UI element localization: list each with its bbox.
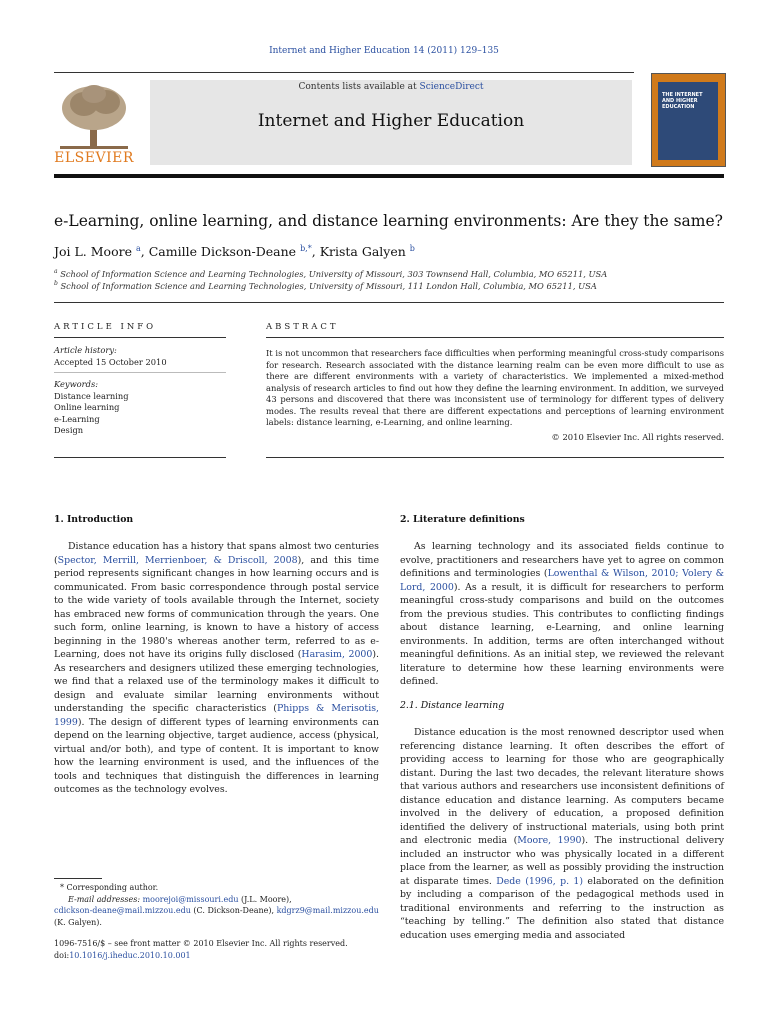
intro-text: ), and this time period represents significant changes in how learning occurs and is communicated. From basic correspondence through postal service to the wide variety of tools available through the Internet, society has embraced new forms of communication through the years. One such form, online learning, is known to have a history of access beginning in the 1980's whereas another term, referred to as e-Learning, does not have its origins fully disclosed ( <box>54 554 379 660</box>
article-info-label: ARTICLE INFO <box>54 322 157 332</box>
affiliation-sup: a <box>54 268 58 275</box>
journal-citation-link[interactable]: Internet and Higher Education 14 (2011) 129–135 <box>269 46 499 56</box>
affiliation-text: School of Information Science and Learning Technologies, University of Missouri, 303 Townsend Hall, Columbia, MO 65211, USA <box>60 268 608 279</box>
literature-paragraph <box>400 540 724 689</box>
author-name: Krista Galyen <box>319 244 406 260</box>
affiliation <box>54 280 744 291</box>
footnote-rule <box>54 878 102 879</box>
affiliation <box>54 268 744 279</box>
email-line <box>54 905 379 917</box>
keyword-item: Design <box>54 425 84 435</box>
article-info-rule <box>54 337 226 338</box>
elsevier-logo <box>54 80 134 166</box>
author-affil-sup[interactable]: b <box>409 244 415 253</box>
contents-line <box>150 82 632 92</box>
keyword-item: Online learning <box>54 402 120 412</box>
abstract-copyright: © 2010 Elsevier Inc. All rights reserved. <box>551 432 724 442</box>
affiliation-text: School of Information Science and Learning Technologies, University of Missouri, 111 London Hall, Columbia, MO 65211, USA <box>60 280 597 291</box>
journal-name: Internet and Higher Education <box>257 111 525 131</box>
doi-line <box>54 950 379 962</box>
citation-link[interactable]: Harasim, 2000 <box>301 649 373 660</box>
subsection-heading-distance-learning: 2.1. Distance learning <box>400 700 505 711</box>
header-bottom-rule <box>54 174 724 178</box>
lit-text: ). The instructional delivery included an instructor who was physically located in a different place from the learner, as well as possibly providing the instruction at disparate times. <box>400 835 724 887</box>
contents-prefix: Contents lists available at <box>298 82 420 92</box>
author-name: Camille Dickson-Deane <box>148 244 297 260</box>
distance-learning-paragraph <box>400 726 724 942</box>
intro-paragraph <box>54 540 379 797</box>
abstract-label: ABSTRACT <box>266 322 339 332</box>
history-label: Article history: <box>54 345 117 355</box>
email-link[interactable]: kdgrz9@mail.mizzou.edu <box>276 906 379 915</box>
abstract-text: It is not uncommon that researchers face difficulties when performing meaningful cross-study comparisons for research. Research associated with the distance learning realm can be even more difficult to use as there are different environments with a variety of characteristics. We implemented a mixed-method analysis of research articles to find out how they define the learning environment. In addition, we surveyed 43 persons and discovered that there was inconsistent use of terminology for different types of delivery modes. The results reveal that there are different expectations and perceptions of learning environment labels: distance learning, e-Learning, and online learning. <box>266 348 724 427</box>
citation-link[interactable]: Phipps & Merisotis, 1999 <box>54 703 379 728</box>
intro-text: Distance education has a history that spans almost two centuries ( <box>54 541 379 566</box>
email-label: E-mail addresses: <box>68 894 143 904</box>
header-top-rule <box>54 72 634 73</box>
article-info-bottom-rule <box>54 457 226 458</box>
keyword-item: Distance learning <box>54 390 129 401</box>
author-affil-sup[interactable]: b,* <box>300 244 312 253</box>
article-history <box>54 345 226 368</box>
abstract-bottom-rule <box>266 457 724 458</box>
keyword-item: e-Learning <box>54 413 100 424</box>
journal-cover-image <box>651 73 726 167</box>
corresponding-author-note: * Corresponding author. <box>60 883 159 892</box>
email-owner: (K. Galyen). <box>54 917 102 927</box>
citation-link[interactable]: Lowenthal & Wilson, 2010; Volery & Lord, 2000 <box>400 568 724 593</box>
abstract-rule <box>266 337 724 338</box>
publisher-name: ELSEVIER <box>54 150 134 166</box>
history-value: Accepted 15 October 2010 <box>54 356 167 367</box>
lit-text: Distance education is the most renowned descriptor used when referencing distance learning. It often describes the effort of providing access to learning for those who are geographically distant. During the last two decades, the relevant literature shows that various authors and researchers use inconsistent definitions of distance education and distance learning. As computers became involved in the delivery of education, a proposed definition identified the delivery of instructional materials, using both print and electronic media ( <box>400 727 724 846</box>
email-link[interactable]: cdickson-deane@mail.mizzou.edu <box>54 906 191 915</box>
sciencedirect-link[interactable]: ScienceDirect <box>419 82 484 92</box>
doi-link[interactable]: 10.1016/j.iheduc.2010.10.001 <box>69 950 191 960</box>
affiliation-sup: b <box>54 280 58 287</box>
email-line <box>54 894 379 906</box>
intro-text: ). The design of different types of learning environments can depend on the learning objective, target audience, access (physical, virtual and/or both), and type of content. It is important to know how the learning environment is used, and the influences of the tools and techniques that distinguish the differences in learning outcomes as the technology evolves. <box>54 716 379 795</box>
email-owner: (J.L. Moore), <box>238 894 292 904</box>
author-affil-sup[interactable]: a <box>135 244 141 253</box>
title-block-rule <box>54 302 724 303</box>
article-title: e-Learning, online learning, and distance learning environments: Are they the same? <box>54 212 723 230</box>
author-name: Joi L. Moore <box>54 244 132 260</box>
citation-link[interactable]: Moore, 1990 <box>517 835 582 846</box>
email-owner: (C. Dickson-Deane), <box>190 906 277 915</box>
section-heading-introduction: 1. Introduction <box>54 514 134 525</box>
footnotes <box>54 882 379 928</box>
citation-link[interactable]: Dede (1996, p. 1) <box>496 875 584 887</box>
lit-text: ). As a result, it is difficult for researchers to perform meaningful cross-study comparisons and build on the outcomes from the previous studies. This contributes to conflicting findings about distance learning, e-Learning, and online learning environments. In addition, terms are often interchanged without meaningful definitions. As an initial step, we reviewed the relevant literature to determine how these learning environments were defined. <box>400 581 724 687</box>
email-link[interactable]: moorejoi@missouri.edu <box>142 894 239 904</box>
citation-link[interactable]: Spector, Merrill, Merrienboer, & Driscoll, 2008 <box>57 554 298 566</box>
keywords <box>54 379 226 437</box>
section-heading-literature: 2. Literature definitions <box>400 514 525 525</box>
keywords-label: Keywords: <box>54 379 99 389</box>
lit-text: elaborated on the definition by including a comparison of the pedagogical methods used in traditional environments and referring to the instruction as “teaching by telling.” The definition also stated that distance education uses emerging media and associated <box>400 875 724 941</box>
author-list: Joi L. Moore $^a$, Camille Dickson-Deane $^{b,*}$, Krista Galyen $^b$ <box>54 244 415 260</box>
cover-title: THE INTERNET AND HIGHER EDUCATION <box>662 92 703 110</box>
issn-line: 1096-7516/$ – see front matter © 2010 Elsevier Inc. All rights reserved. <box>54 939 348 948</box>
front-matter <box>54 938 379 961</box>
intro-text: ). As researchers and designers utilized these emerging technologies, we find that a relaxed use of the terminology makes it difficult to design and evaluate similar learning environments without understanding the specific characteristics ( <box>54 649 379 714</box>
lit-text: As learning technology and its associated fields continue to evolve, practitioners and researchers have yet to agree on common definitions and terminologies ( <box>400 541 724 579</box>
doi-label: doi: <box>54 950 70 960</box>
keywords-rule <box>54 372 226 373</box>
